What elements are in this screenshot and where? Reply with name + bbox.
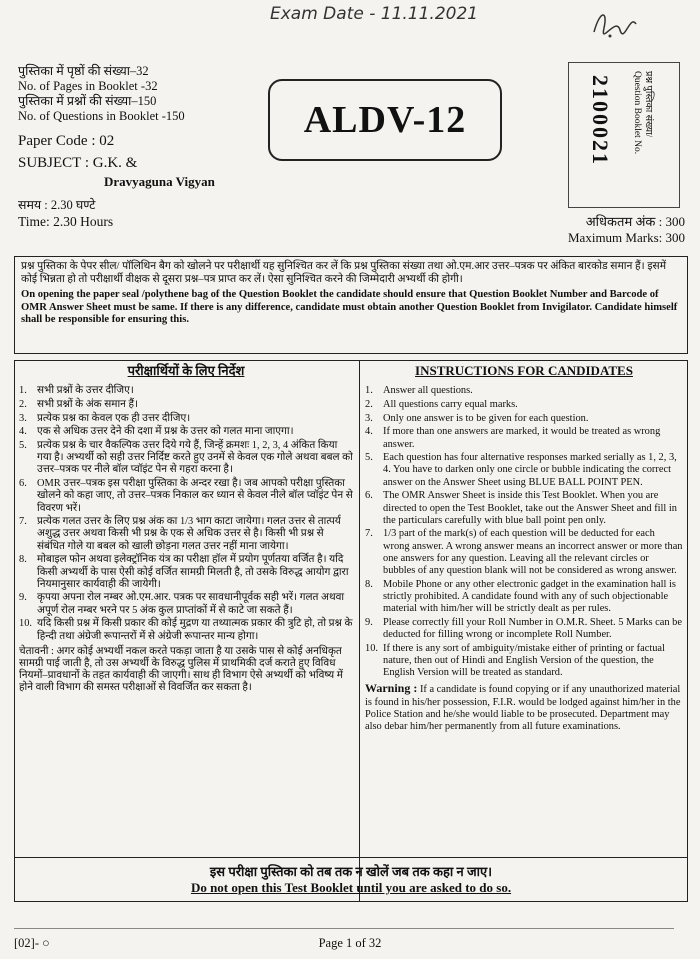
booklet-number: 2100021: [588, 75, 613, 166]
subject-line1: SUBJECT : G.K. &: [18, 155, 138, 171]
list-item: 3. प्रत्येक प्रश्न का केवल एक ही उत्तर दीजिए।: [19, 412, 191, 424]
exam-date-handwriting: Exam Date - 11.11.2021: [270, 4, 479, 24]
time-hindi: समय : 2.30 घण्टे: [18, 198, 96, 212]
seal-notice-box: [14, 256, 688, 354]
list-item: 9. कृपया अपना रोल नम्बर ओ.एम.आर. पत्रक पर सावधानीपूर्वक सही भरें। गलत अथवा अपूर्ण रोल नम्बर भरने पर 5 अंक कुल प्राप्तांकों में से काटे जा सकते हैं।: [19, 592, 345, 616]
list-item: 2. All questions carry equal marks.: [365, 398, 518, 410]
list-item: 7. प्रत्येक गलत उत्तर के लिए प्रश्न अंक का 1/3 भाग काटा जायेगा। गलत उत्तर से तात्पर्य अशुद्ध उत्तर अथवा किसी भी प्रश्न के एक से अधिक उत्तर से है। किसी भी प्रश्न से संबंधित गोले या बबल को खाली छोड़ना गलत उत्तर नहीं माना जायेगा।: [19, 516, 341, 552]
circle-icon: ○: [39, 936, 50, 950]
list-item: 2. सभी प्रश्नों के अंक समान हैं।: [19, 398, 139, 410]
pages-hindi: पुस्तिका में पृष्ठों की संख्या–32: [18, 64, 149, 78]
column-divider: [359, 361, 360, 901]
questions-hindi: पुस्तिका में प्रश्नों की संख्या–150: [18, 94, 157, 108]
footer-rule: [14, 928, 674, 929]
booklet-series-code: ALDV-12: [268, 79, 502, 161]
list-item: 8. मोबाइल फोन अथवा इलेक्ट्रॉनिक यंत्र का परीक्षा हॉल में प्रयोग पूर्णतया वर्जित है। यदि किसी अभ्यर्थी के पास ऐसी कोई वर्जित सामग्री मिलती है, तो उसके विरुद्ध आयोग द्वारा नियमानुसार कार्यवाही की जायेगी।: [19, 554, 349, 590]
english-instructions-title: INSTRUCTIONS FOR CANDIDATES: [415, 363, 633, 378]
list-item: 4. एक से अधिक उत्तर देने की दशा में प्रश्न के उत्तर को गलत माना जाएगा।: [19, 426, 294, 438]
list-item: 7. 1/3 part of the mark(s) of each question will be deducted for each wrong answer. A wrong answer means an incorrect answer or more than one answers for any question. Leaving all the relevant circles or bubbles of any question blank will not be considered as wrong answer.: [365, 528, 683, 577]
time-english: Time: 2.30 Hours: [18, 214, 114, 229]
seal-notice-english: On opening the paper seal /polythene bag of the Question Booklet the candidate should ensure that Question Booklet Number and Barcode of OMR Answer Sheet must be same. If there is any difference, candidate must obtain another Question Booklet from Invigilator. Candidate himself shall be responsible for ensuring this.: [21, 289, 678, 325]
list-item: 4. If more than one answers are marked, it would be treated as wrong answer.: [365, 426, 661, 450]
list-item: 1. सभी प्रश्नों के उत्तर दीजिए।: [19, 385, 134, 397]
english-warning: [365, 682, 683, 733]
booklet-number-box: [568, 62, 680, 208]
hindi-instructions-title: परीक्षार्थियों के लिए निर्देश: [127, 363, 245, 378]
instructions-box: [14, 360, 688, 902]
warning-label: Warning :: [365, 681, 418, 696]
list-item: 6. OMR उत्तर–पत्रक इस परीक्षा पुस्तिका के अन्दर रखा है। जब आपको परीक्षा पुस्तिका खोलने को कहा जाए, तो उत्तर–पत्रक निकाल कर ध्यान से केवल नीले बॉल प्वॉइंट पेन से विवरण भरें।: [19, 478, 353, 514]
bottom-notice-english: Do not open this Test Booklet until you are asked to do so.: [190, 880, 512, 895]
bottom-notice: [15, 857, 687, 896]
paper-code: Paper Code : 02: [18, 133, 115, 149]
list-item: 8. Mobile Phone or any other electronic gadget in the examination hall is strictly prohibited. A candidate found with any of such objectionable material with him/her will be strictly dealt as per rules.: [365, 578, 676, 615]
list-item: 5. Each question has four alternative responses marked serially as 1, 2, 3, 4. You have to darken only one circle or bubble indicating the correct answer on the Answer Sheet using BLUE BALL POINT PEN.: [365, 452, 677, 488]
list-item: 9. Please correctly fill your Roll Number in O.M.R. Sheet. 5 Marks can be deducted for filling wrong or incomplete Roll Number.: [365, 616, 682, 641]
list-item: 10. If there is any sort of ambiguity/mistake either of printing or factual nature, then out of Hindi and English Version of the question, the English Version will be treated as standard.: [365, 642, 665, 679]
list-item: 10. यदि किसी प्रश्न में किसी प्रकार की कोई मुद्रण या तथ्यात्मक प्रकार की त्रुटि हो, तो प्रश्न के हिन्दी तथा अंग्रेजी रूपान्तरों में से अंग्रेजी रूपान्तर मान्य होगा।: [19, 618, 353, 642]
subject-line2: Dravyaguna Vigyan: [104, 174, 215, 189]
page-number: Page 1 of 32: [318, 936, 382, 950]
max-marks-hindi: अधिकतम अंक : 300: [585, 214, 685, 229]
hindi-warning: चेतावनी : अगर कोई अभ्यर्थी नकल करते पकड़ा जाता है या उसके पास से कोई अनधिकृत सामग्री पाई जाती है, तो उस अभ्यर्थी के विरुद्ध पुलिस में प्राथमिकी दर्ज कराते हुए विविध नियमों–प्रावधानों के तहत कार्यवाही की जाएगी। साथ ही विभाग ऐसे अभ्यर्थी को भविष्य में होने वाली विभाग की समस्त परीक्षाओं से विवर्जित कर सकता है।: [19, 645, 343, 694]
footer-code: [02]- ○: [14, 936, 50, 950]
list-item: 5. प्रत्येक प्रश्न के चार वैकल्पिक उत्तर दिये गये हैं, जिन्हें क्रमशः 1, 2, 3, 4 अंकित किया गया है। अभ्यर्थी को सही उत्तर निर्दिष्ट करते हुए उनमें से केवल एक गोले अथवा बबल को उत्तर–पत्रक पर नीले बॉल प्वॉइंट पेन से गहरा करना है।: [19, 440, 353, 476]
signature-image: [590, 6, 640, 40]
booklet-no-label: प्रश्न पुस्तिका संख्या/ Question Booklet No.: [632, 71, 653, 155]
questions-english: No. of Questions in Booklet -150: [18, 109, 185, 123]
english-instruction-list: [365, 385, 683, 679]
hindi-instruction-list: [19, 385, 353, 643]
seal-notice-hindi: प्रश्न पुस्तिका के पेपर सील/ पॉलिथिन बैग को खोलने पर परीक्षार्थी यह सुनिश्चित कर लें कि प्रश्न पुस्तिका संख्या तथा ओ.एम.आर उत्तर–पत्रक पर अंकित बारकोड समान हैं। इसमें कोई भिन्नता हो तो परीक्षार्थी वीक्षक से दूसरा प्रश्न–पत्र प्राप्त कर लें। ऐसा सुनिश्चित करने की जिम्मेदारी अभ्यर्थी की होगी।: [21, 261, 667, 285]
bottom-notice-hindi: इस परीक्षा पुस्तिका को तब तक न खोलें जब तक कहा न जाए।: [209, 864, 493, 879]
hindi-instructions: [19, 365, 353, 695]
list-item: 1. Answer all questions.: [365, 385, 473, 397]
max-marks-english: Maximum Marks: 300: [568, 230, 685, 245]
max-marks: [520, 214, 685, 246]
warning-text: If a candidate is found copying or if any unauthorized material is found in his/her possession, F.I.R. would be lodged against him/her in the Police Station and he/she would liable to be prosecuted. Department may also debar him/her permanently from all future examinations.: [365, 684, 681, 732]
booklet-meta: [18, 64, 268, 124]
list-item: 3. Only one answer is to be given for each question.: [365, 412, 589, 424]
list-item: 6. The OMR Answer Sheet is inside this Test Booklet. When you are directed to open the Test Booklet, take out the Answer Sheet and fill in the particulars carefully with blue ball point pen only.: [365, 490, 677, 526]
english-instructions: [365, 365, 683, 733]
pages-english: No. of Pages in Booklet -32: [18, 79, 158, 93]
